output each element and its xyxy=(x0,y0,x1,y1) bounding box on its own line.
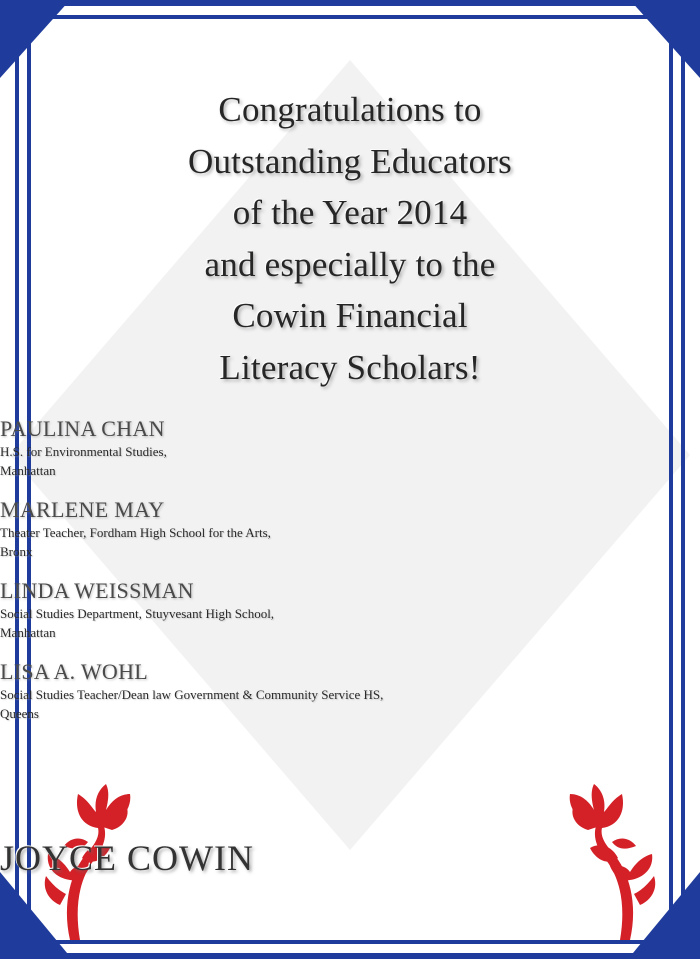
signature: JOYCE COWIN xyxy=(0,838,254,878)
bottom-border-outer xyxy=(0,953,700,959)
honoree-name: LISA A. WOHL xyxy=(0,659,149,684)
honoree-list xyxy=(0,416,700,723)
honoree xyxy=(0,659,700,723)
headline-line: Outstanding Educators xyxy=(187,141,512,181)
honoree-name: PAULINA CHAN xyxy=(0,416,165,441)
honoree-borough: Manhattan xyxy=(0,625,56,640)
honoree-borough: Queens xyxy=(0,706,39,721)
honoree-detail: Social Studies Department, Stuyvesant High School, xyxy=(0,606,275,621)
honoree-detail: Theater Teacher, Fordham High School for the Arts, xyxy=(0,525,271,540)
honoree-detail: Social Studies Teacher/Dean law Government & Community Service HS, xyxy=(0,687,384,702)
bottom-border-inner xyxy=(28,940,672,944)
headline-line: Cowin Financial xyxy=(232,296,468,335)
headline-line: and especially to the xyxy=(204,244,496,284)
corner-bottom-right xyxy=(628,872,700,959)
headline-line: of the Year 2014 xyxy=(232,193,468,232)
honoree-name: LINDA WEISSMAN xyxy=(0,578,194,603)
honoree-name: MARLENE MAY xyxy=(0,497,165,522)
honoree-borough: Manhattan xyxy=(0,463,56,478)
corner-bottom-left xyxy=(0,872,72,959)
honoree xyxy=(0,497,700,561)
headline-line: Congratulations to xyxy=(218,90,482,129)
honoree xyxy=(0,578,700,642)
certificate-content xyxy=(0,0,700,393)
headline xyxy=(0,0,700,393)
honoree-borough: Bronx xyxy=(0,544,33,559)
headline-line: Literacy Scholars! xyxy=(219,347,481,387)
honoree xyxy=(0,416,700,480)
honoree-detail: H.S. for Environmental Studies, xyxy=(0,444,167,459)
